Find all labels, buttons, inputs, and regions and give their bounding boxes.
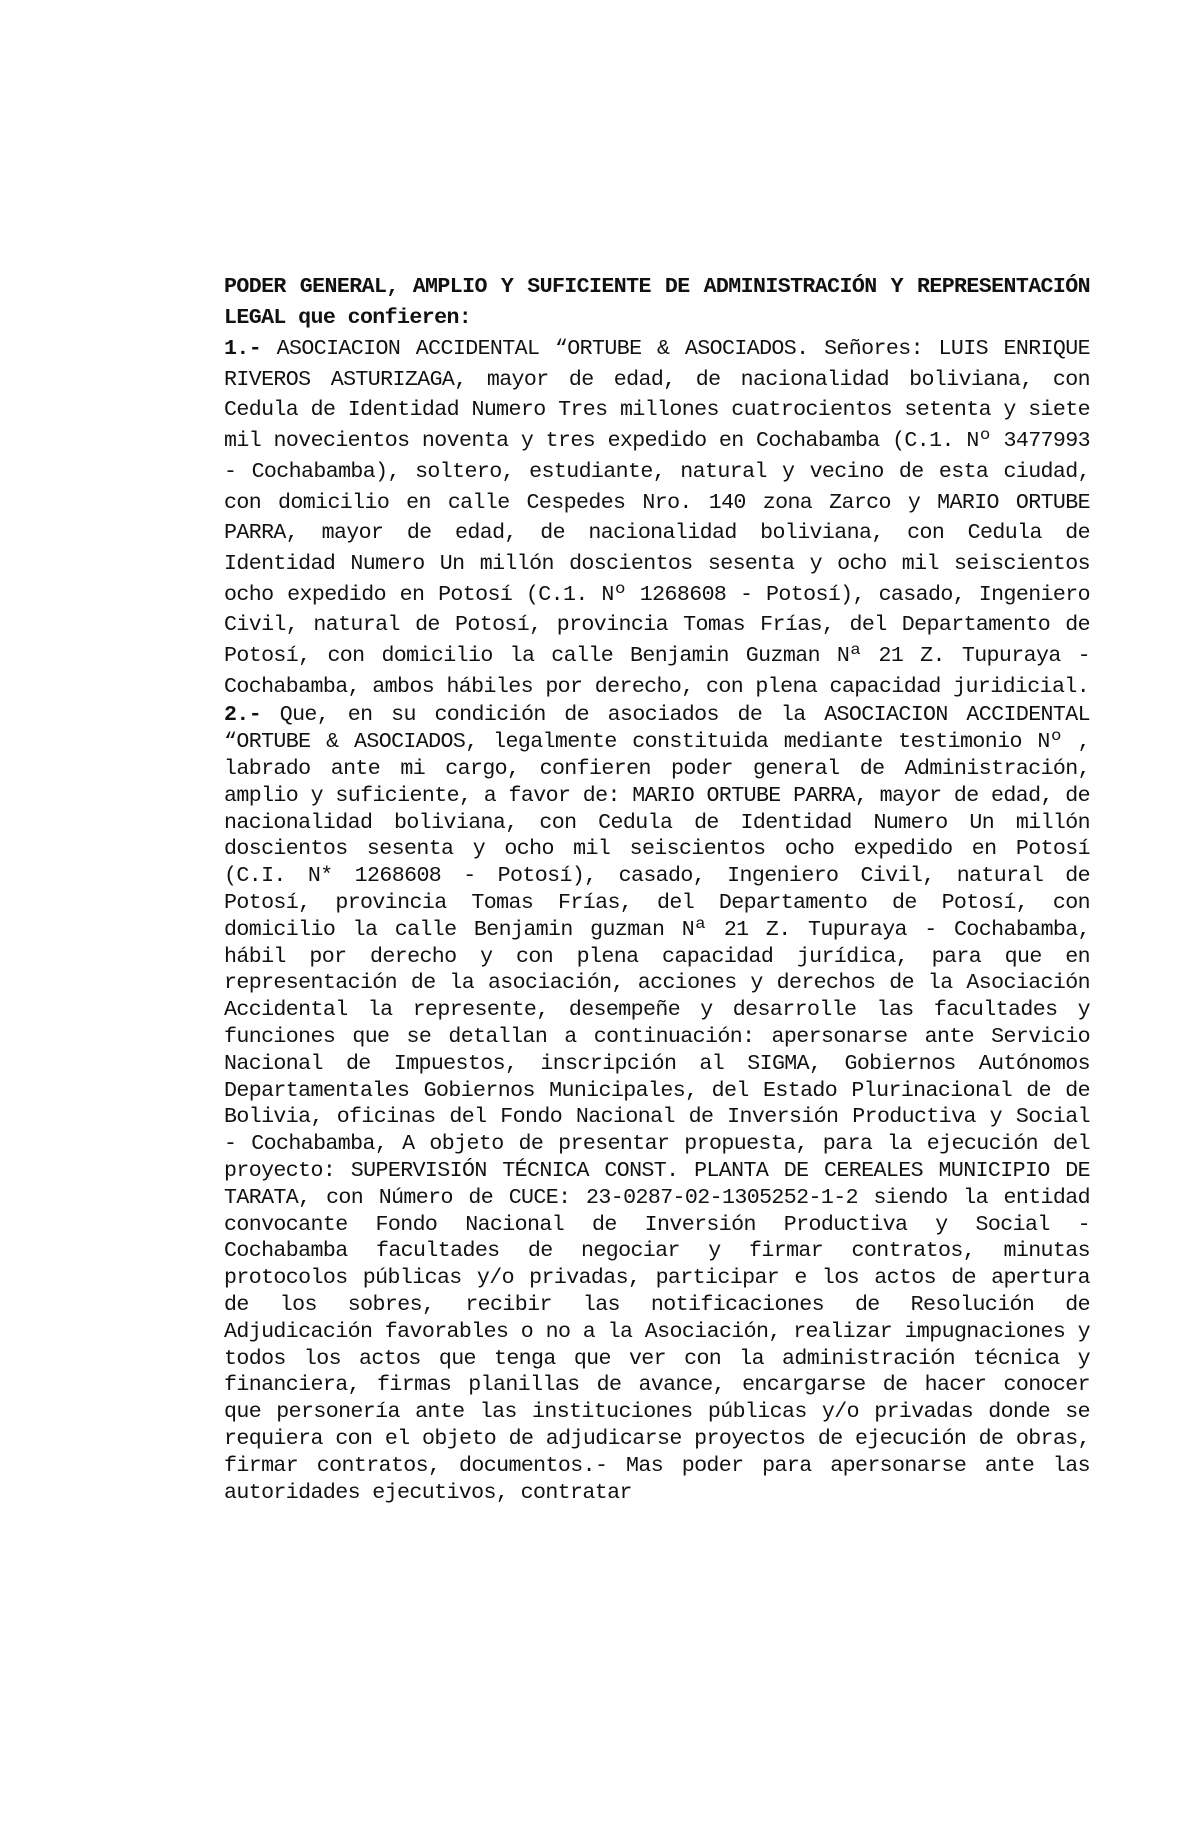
paragraph-2-number: 2.- [224, 703, 262, 728]
paragraph-2-text: Que, en su condición de asociados de la ASOCIACION ACCIDENTAL “ORTUBE & ASOCIADOS, legalmente constituida mediante testimonio Nº , labrado ante mi cargo, confieren poder general de Administración, amplio y suficiente, a favor de: MARIO ORTUBE PARRA, mayor de edad, de nacionalidad boliviana, con Cedula de Identidad Numero Un millón doscientos sesenta y ocho mil seiscientos ocho expedido en Potosí (C.I. N* 1268608 - Potosí), casado, Ingeniero Civil, natural de Potosí, provincia Tomas Frías, del Departamento de Potosí, con domicilio la calle Benjamin guzman Nª 21 Z. Tupuraya - Cochabamba, hábil por derecho y con plena capacidad jurídica, para que en representación de la asociación, acciones y derechos de la Asociación Accidental la represente, desempeñe y desarrolle las facultades y funciones que se detallan a continuación: apersonarse ante Servicio Nacional de Impuestos, inscripción al SIGMA, Gobiernos Autónomos Departamentales Gobiernos Municipales, del Estado Plurinacional de de Bolivia, oficinas del Fondo Nacional de Inversión Productiva y Social - Cochabamba, A objeto de presentar propuesta, para la ejecución del proyecto: SUPERVISIÓN TÉCNICA CONST. PLANTA DE CEREALES MUNICIPIO DE TARATA, con Número de CUCE: 23-0287-02-1305252-1-2 siendo la entidad convocante Fondo Nacional de Inversión Productiva y Social - Cochabamba facultades de negociar y firmar contratos, minutas protocolos públicas y/o privadas, participar e los actos de apertura de los sobres, recibir las notificaciones de Resolución de Adjudicación favorables o no a la Asociación, realizar impugnaciones y todos los actos que tenga que ver con la administración técnica y financiera, firmas planillas de avance, encargarse de hacer conocer que personería ante las instituciones públicas y/o privadas donde se requiera con el objeto de adjudicarse proyectos de ejecución de obras, firmar contratos, documentos.- Mas poder para apersonarse ante las autoridades ejecutivos, contratar [224, 703, 1090, 1505]
paragraph-1-number: 1.- [224, 337, 262, 361]
document-title: PODER GENERAL, AMPLIO Y SUFICIENTE DE ADMINISTRACIÓN Y REPRESENTACIÓN LEGAL que confieren: [224, 275, 1090, 330]
paragraph-2 [224, 702, 1090, 1506]
paragraph-1-text: ASOCIACION ACCIDENTAL “ORTUBE & ASOCIADOS. Señores: LUIS ENRIQUE RIVEROS ASTURIZAGA, mayor de edad, de nacionalidad boliviana, con Cedula de Identidad Numero Tres millones cuatrocientos setenta y siete mil novecientos noventa y tres expedido en Cochabamba (C.1. Nº 3477993 - Cochabamba), soltero, estudiante, natural y vecino de esta ciudad, con domicilio en calle Cespedes Nro. 140 zona Zarco y MARIO ORTUBE PARRA, mayor de edad, de nacionalidad boliviana, con Cedula de Identidad Numero Un millón doscientos sesenta y ocho mil seiscientos ocho expedido en Potosí (C.1. Nº 1268608 - Potosí), casado, Ingeniero Civil, natural de Potosí, provincia Tomas Frías, del Departamento de Potosí, con domicilio la calle Benjamin Guzman Nª 21 Z. Tupuraya - Cochabamba, ambos hábiles por derecho, con plena capacidad juridicial. [224, 337, 1090, 699]
document-page [224, 272, 1090, 1506]
paragraph-1 [224, 334, 1090, 702]
